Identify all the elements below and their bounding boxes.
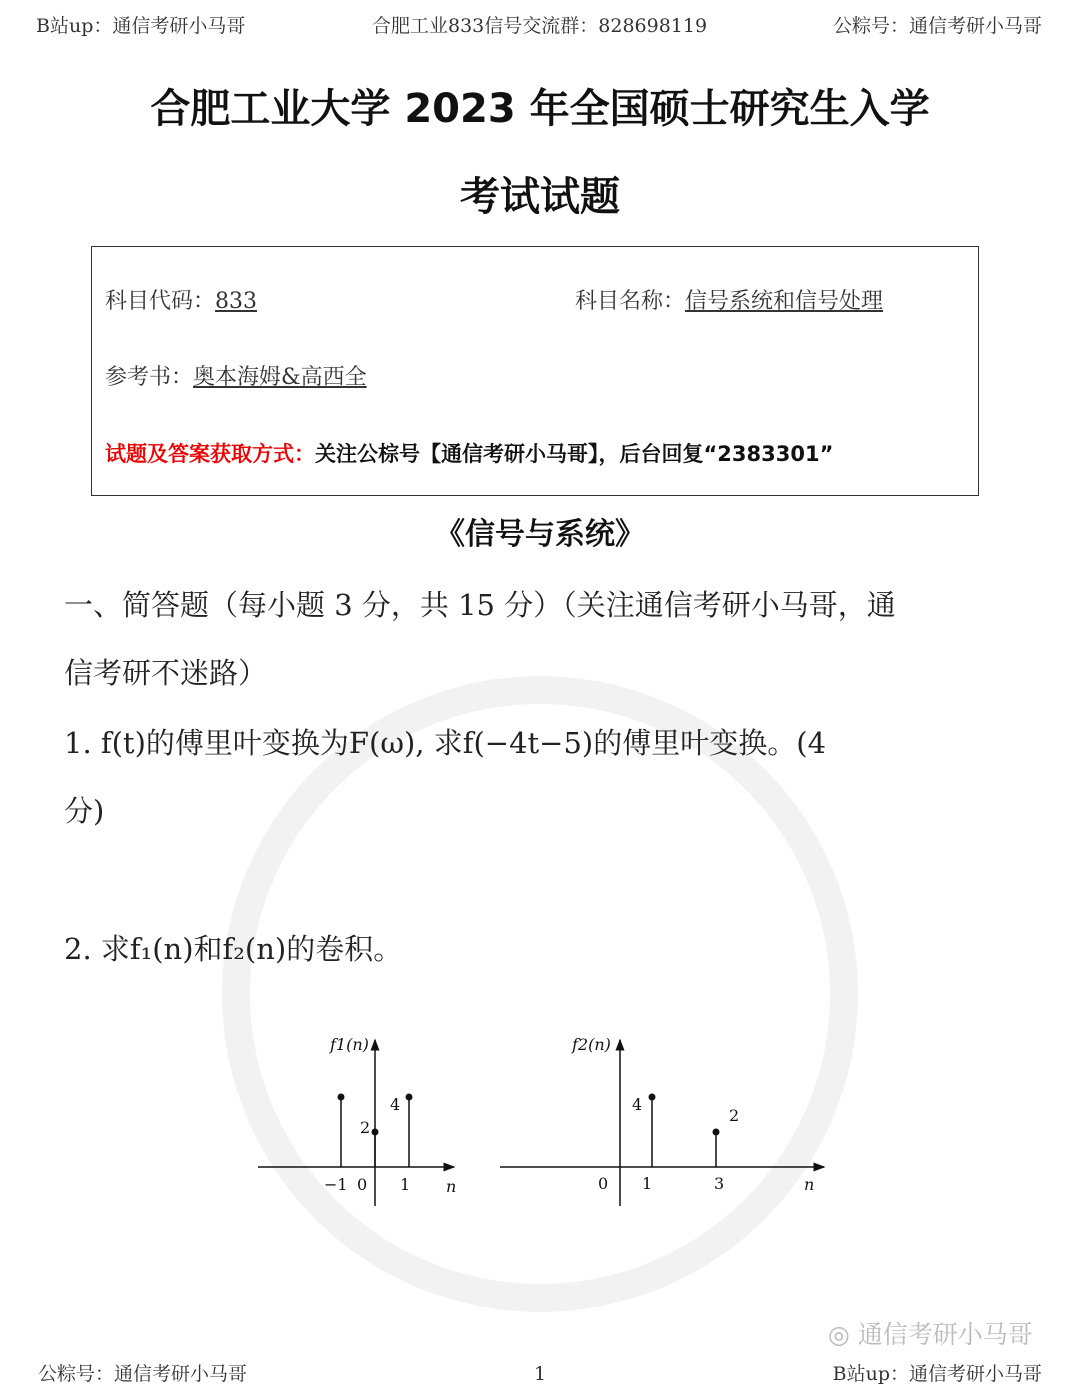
- footer-left: 公粽号：通信考研小马哥: [38, 1363, 248, 1385]
- page-number: 1: [534, 1363, 547, 1385]
- question-2: 2. 求f₁(n)和f₂(n)的卷积。: [64, 932, 403, 966]
- header-center: 合肥工业833信号交流群：828698119: [372, 15, 708, 37]
- answer-info: 试题及答案获取方式：关注公棕号【通信考研小马哥】，后台回复“2383301”: [105, 442, 834, 466]
- part1-heading: 一、简答题（每小题 3 分，共 15 分）（关注通信考研小马哥，通: [64, 588, 896, 622]
- wechat-watermark: ◎ 通信考研小马哥: [828, 1320, 1033, 1349]
- plot1-tick: 0: [357, 1175, 368, 1194]
- plot2-tick: 3: [714, 1174, 725, 1193]
- stem-point: [713, 1129, 720, 1136]
- stem-point: [338, 1094, 345, 1101]
- plot1-point-label: 4: [390, 1095, 401, 1114]
- plot2-tick: 1: [642, 1174, 653, 1193]
- plot2-ylabel: f2(n): [572, 1035, 611, 1054]
- reference-book: 参考书：奥本海姆&高西全: [105, 365, 367, 390]
- stem-point: [406, 1094, 413, 1101]
- plot2-point-label: 4: [632, 1095, 643, 1114]
- plot2-tick: 0: [598, 1174, 609, 1193]
- plot1-tick: 1: [400, 1175, 411, 1194]
- question-1: 1. f(t)的傅里叶变换为F(ω), 求f(−4t−5)的傅里叶变换。(4: [64, 726, 827, 760]
- plot1-point-label: 2: [360, 1118, 371, 1137]
- plot1-tick: −1: [324, 1175, 348, 1194]
- plot2-point-label: 2: [729, 1106, 740, 1125]
- plot1-ylabel: f1(n): [330, 1035, 369, 1054]
- section-title: 《信号与系统》: [435, 517, 645, 552]
- part1-heading-cont: 信考研不迷路）: [64, 656, 268, 690]
- plot1-xlabel: n: [446, 1177, 457, 1196]
- question-1-cont: 分): [64, 794, 105, 828]
- stem-point: [372, 1129, 379, 1136]
- footer-right: B站up：通信考研小马哥: [832, 1363, 1042, 1385]
- plot2-xlabel: n: [804, 1175, 815, 1194]
- header-right: 公粽号：通信考研小马哥: [832, 15, 1042, 37]
- subject-name: 科目名称：信号系统和信号处理: [575, 289, 884, 314]
- title-line2: 考试试题: [460, 174, 620, 220]
- wechat-icon: ◎: [828, 1320, 858, 1349]
- header-left: B站up：通信考研小马哥: [36, 15, 246, 37]
- title-line1: 合肥工业大学 2023 年全国硕士研究生入学: [150, 86, 930, 132]
- stem-point: [649, 1094, 656, 1101]
- subject-code: 科目代码：833: [105, 289, 258, 314]
